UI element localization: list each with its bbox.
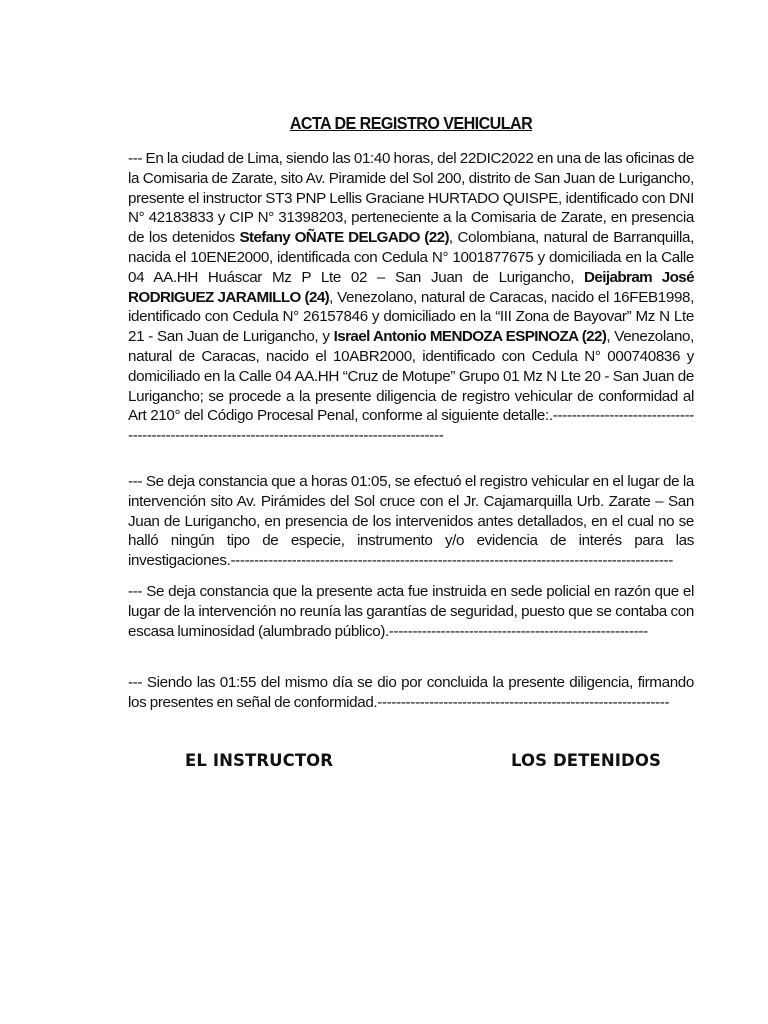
- intro-text-part-2: , Colombiana, natural de Barranquilla, nacida el 10ENE2000, identificada con Cedula N° 1001877675 y domiciliada en la Calle 04 AA.HH Huáscar Mz P Lte 02 – San Juan de Lurigancho,: [128, 229, 694, 286]
- signature-label-detainees: LOS DETENIDOS: [511, 751, 661, 770]
- intro-text-part-3: , Venezolano, natural de Caracas, nacido el 16FEB1998, identificado con Cedula N° 26157846 y domiciliado en la “III Zona de Bayovar” Mz N Lte 21 - San Juan de Lurigancho, y: [128, 288, 695, 346]
- paragraph-location-note: [128, 582, 694, 641]
- paragraph-location-note-text: --- Se deja constancia que la presente acta fue instruida en sede policial en razón que el lugar de la intervención no reunía las garantías de seguridad, puesto que se contaba con escasa luminosidad (alumbrado público).-------------------------------------------------------: [128, 583, 694, 640]
- paragraph-search-record-text: --- Se deja constancia que a horas 01:05, se efectuó el registro vehicular en el lugar de la intervención sito Av. Pirámides del Sol cruce con el Jr. Cajamarquilla Urb. Zarate – San Juan de Lurigancho, en presencia de los intervenidos antes detallados, en el cual no se halló ningún tipo de especie, instrumento y/o evidencia de interés para las investigaciones.----------------------------------------------------------------------------------------------: [128, 473, 694, 570]
- intro-text-part-1: --- En la ciudad de Lima, siendo las 01:40 horas, del 22DIC2022 en una de las oficinas de la Comisaria de Zarate, sito Av. Piramide del Sol 200, distrito de San Juan de Lurigancho, presente el instructor ST3 PNP Lellis Graciane HURTADO QUISPE, identificado con DNI N° 42183833 y CIP N° 31398203, perteneciente a la Comisaria de Zarate, en presencia de los detenidos: [128, 150, 694, 247]
- paragraph-closing: [128, 673, 694, 713]
- document-title: ACTA DE REGISTRO VEHICULAR: [289, 113, 533, 133]
- intro-text-part-4: , Venezolano, natural de Caracas, nacido el 10ABR2000, identificado con Cedula N° 000740836 y domiciliado en la Calle 04 AA.HH “Cruz de Motupe” Grupo 01 Mz N Lte 20 - San Juan de Lurigancho; se procede a la presente diligencia de registro vehicular de conformidad al Art 210° del Código Procesal Penal, conforme al siguiente detalle:.-------------------------------------------------------------------------------------------------: [128, 328, 695, 445]
- paragraph-closing-text: --- Siendo las 01:55 del mismo día se dio por concluida la presente diligencia, firmando los presentes en señal de conformidad.--------------------------------------------------------------: [128, 674, 694, 711]
- paragraph-search-record: [128, 472, 694, 571]
- paragraph-intro: [128, 149, 694, 446]
- detainee-name-1: Stefany OÑATE DELGADO (22): [239, 229, 449, 247]
- detainee-name-3: Israel Antonio MENDOZA ESPINOZA (22): [333, 328, 607, 346]
- paragraph-intro-text: [128, 149, 694, 446]
- detainee-name-2: Deijabram José RODRIGUEZ JARAMILLO (24): [128, 268, 694, 306]
- signature-label-instructor: EL INSTRUCTOR: [185, 751, 334, 770]
